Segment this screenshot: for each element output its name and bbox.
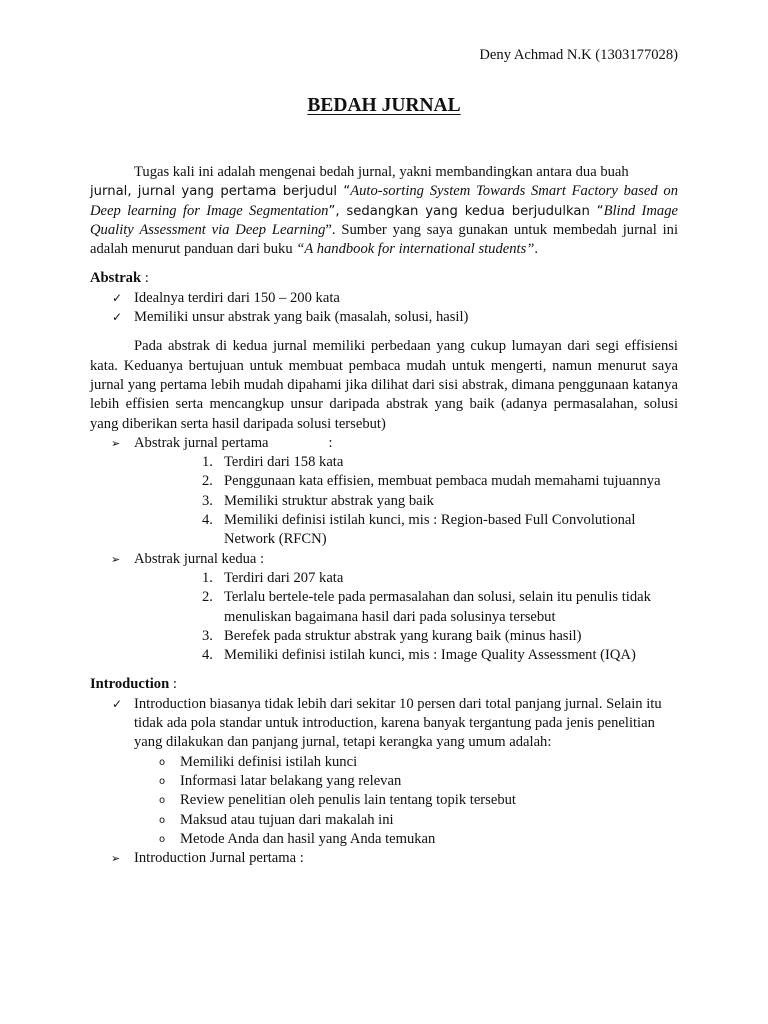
introduction-heading: Introduction : [90, 676, 177, 693]
circle-bullet-icon: o [159, 833, 166, 845]
author-line: Deny Achmad N.K (1303177028) [479, 47, 678, 63]
circle-bullet-icon: o [159, 814, 166, 826]
introduction-sub-list [90, 753, 678, 849]
list-item: o Metode Anda dan hasil yang Anda temukan [90, 830, 678, 849]
checkmark-icon: ✓ [112, 696, 123, 711]
intro-paragraph [90, 163, 678, 259]
list-item: o Memiliki definisi istilah kunci [90, 753, 678, 772]
document-body [90, 163, 678, 868]
intro-text-2: jurnal, jurnal yang pertama berjudul “ [90, 184, 351, 200]
list-item: ✓ Idealnya terdiri dari 150 – 200 kata [90, 289, 678, 308]
checkmark-icon: ✓ [112, 290, 123, 305]
abstrak-heading: Abstrak : [90, 270, 149, 287]
list-item: 4. Memiliki definisi istilah kunci, mis : Image Quality Assessment (IQA) [202, 647, 636, 664]
list-item: 2. Penggunaan kata effisien, membuat pembaca mudah memahami tujuannya [202, 473, 661, 490]
circle-bullet-icon: o [159, 775, 166, 787]
list-item: 1. Terdiri dari 158 kata [202, 454, 344, 471]
abstrak-first-items [90, 453, 678, 549]
list-item: 3. Berefek pada struktur abstrak yang kurang baik (minus hasil) [202, 627, 582, 644]
journal-1-title: Auto-sorting System Towards Smart Factory based on Deep learning for Image Segmentation [90, 183, 678, 219]
intro-text-4: ”. [325, 221, 336, 238]
arrow-bullet-icon: ➢ [111, 436, 121, 450]
abstrak-second-items [90, 569, 678, 665]
checkmark-icon: ✓ [112, 310, 123, 325]
list-item: ✓ Memiliki unsur abstrak yang baik (masalah, solusi, hasil) [90, 308, 678, 327]
list-item: 1. Terdiri dari 207 kata [202, 569, 344, 586]
abstrak-journal-list [90, 434, 678, 453]
abstrak-journal-list-2 [90, 550, 678, 569]
introduction-journal-list [90, 849, 678, 868]
circle-bullet-icon: o [159, 795, 166, 807]
intro-text-6: . [534, 241, 539, 258]
list-item: ✓ Introduction biasanya tidak lebih dari sekitar 10 persen dari total panjang jurnal. Selain itu tidak ada pola standar untuk introduction, karena banyak tergantung pada jenis penelitian yang dilakukan dan panjang jurnal, tetapi kerangka yang umum adalah: [112, 695, 662, 751]
page-title: BEDAH JURNAL [307, 95, 461, 116]
abstrak-paragraph: Pada abstrak di kedua jurnal memiliki perbedaan yang cukup lumayan dari segi effisiensi kata. Keduanya bertujuan untuk membuat pembaca mudah untuk mengerti, namun menurut saya jurnal yang pertama lebih mudah dipahami jika dilihat dari sisi abstrak, dimana penggunaan katanya lebih effisien serta mencangkup unsur daripada abstrak yang baik (adanya permasalahan, solusi yang diberikan serta hasil daripada solusi tersebut) [90, 338, 678, 432]
list-item: 4. Memiliki definisi istilah kunci, mis : Region-based Full Convolutional Network (RFCN) [202, 512, 636, 548]
list-item: 3. Memiliki struktur abstrak yang baik [202, 492, 434, 509]
book-title: “A handbook for international students” [296, 241, 535, 258]
list-item: ➢ Abstrak jurnal kedua : [90, 550, 678, 569]
list-item: 2. Terlalu bertele-tele pada permasalahan dan solusi, selain itu penulis tidak menuliskan bagaimana hasil dari pada solusinya tersebut [202, 589, 651, 625]
intro-text-3: ”, sedangkan yang kedua berjudulkan “ [328, 203, 604, 219]
intro-text-5: Sumber yang saya gunakan untuk membedah jurnal ini adalah menurut panduan dari buku [90, 221, 678, 258]
list-item: o Informasi latar belakang yang relevan [90, 772, 678, 791]
list-item: ➢ Abstrak jurnal pertama : [90, 434, 678, 453]
arrow-bullet-icon: ➢ [111, 852, 121, 866]
circle-bullet-icon: o [159, 756, 166, 768]
list-item: ➢ Introduction Jurnal pertama : [90, 849, 678, 868]
arrow-bullet-icon: ➢ [111, 552, 121, 566]
list-item: o Review penelitian oleh penulis lain tentang topik tersebut [90, 791, 678, 810]
introduction-check-list [90, 695, 678, 753]
intro-text-1: Tugas kali ini adalah mengenai bedah jurnal, yakni membandingkan antara dua buah [134, 164, 629, 180]
journal-2-title: Blind Image Quality Assessment via Deep Learning [90, 202, 678, 238]
abstrak-check-list [90, 289, 678, 328]
list-item: o Maksud atau tujuan dari makalah ini [90, 811, 678, 830]
